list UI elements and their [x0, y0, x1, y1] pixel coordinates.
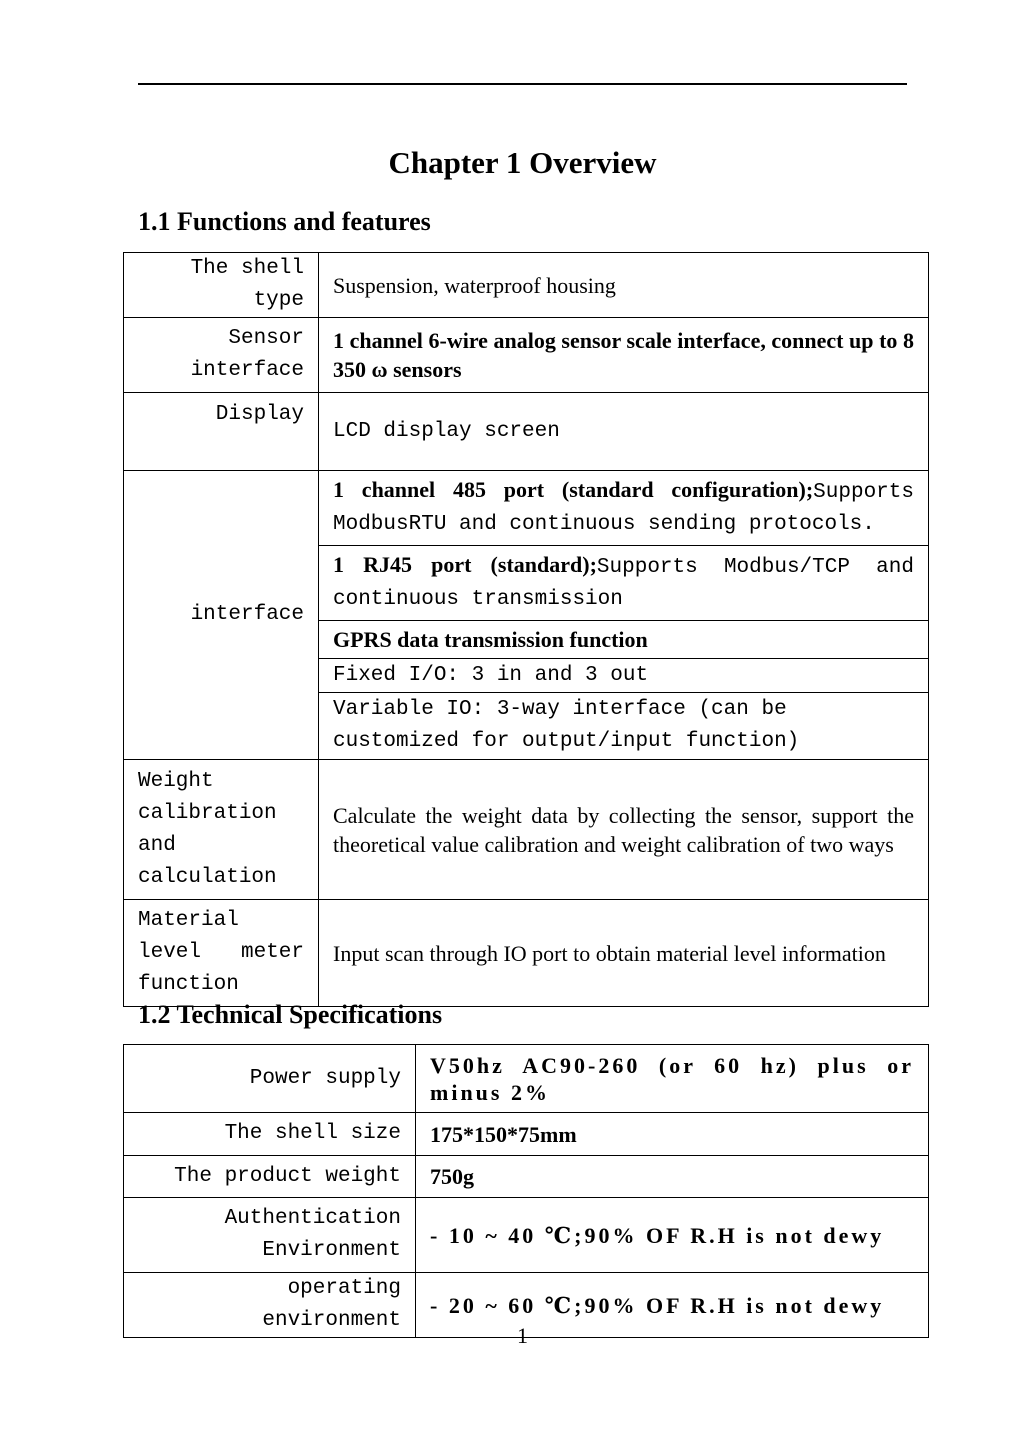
row-label-sensor-interface: Sensor interface [124, 318, 319, 393]
spec-label-power-supply: Power supply [124, 1045, 416, 1113]
row-value-display: LCD display screen [319, 393, 929, 471]
table-row [124, 1113, 929, 1156]
spec-value-product-weight: 750g [416, 1156, 929, 1198]
table-row [124, 318, 929, 393]
table-row [124, 253, 929, 318]
table-row [124, 900, 929, 1007]
row-label-weight-calibration: Weight calibration and calculation [124, 760, 319, 900]
page-number: 1 [517, 1323, 528, 1348]
table-row [124, 1198, 929, 1273]
header-rule [138, 83, 907, 85]
spec-label-shell-size: The shell size [124, 1113, 416, 1156]
spec-value-authentication-environment: - 10 ~ 40 ℃;90% OF R.H is not dewy [416, 1198, 929, 1273]
table-row [124, 760, 929, 900]
row-label-interface: interface [124, 471, 319, 760]
row-label-shell-type: The shell type [124, 253, 319, 318]
interface-item-485-text: Supports ModbusRTU and continuous sending protocols. [333, 481, 914, 536]
interface-item-fixed-io: Fixed I/O: 3 in and 3 out [319, 659, 929, 693]
interface-item-485-bold: 1 channel 485 port (standard configuration); [333, 477, 814, 502]
table-row [124, 471, 929, 546]
row-label-display: Display [124, 393, 319, 471]
row-value-sensor-interface: 1 channel 6-wire analog sensor scale interface, connect up to 8 350 ω sensors [319, 318, 929, 393]
spec-value-power-supply: V50hz AC90-260 (or 60 hz) plus or minus 2% [416, 1045, 929, 1113]
interface-item-gprs: GPRS data transmission function [319, 621, 929, 659]
table-row [124, 1045, 929, 1113]
specifications-table [123, 1044, 929, 1338]
row-value-weight-calibration: Calculate the weight data by collecting the sensor, support the theoretical value calibration and weight calibration of two ways [319, 760, 929, 900]
section-title-specifications: 1.2 Technical Specifications [138, 1000, 443, 1029]
row-value-material-level: Input scan through IO port to obtain material level information [319, 900, 929, 1007]
spec-label-operating-environment: operating environment [124, 1273, 416, 1338]
spec-label-authentication-environment: Authentication Environment [124, 1198, 416, 1273]
spec-value-operating-environment: - 20 ~ 60 ℃;90% OF R.H is not dewy [416, 1273, 929, 1338]
table-row [124, 1156, 929, 1198]
section-title-functions: 1.1 Functions and features [138, 207, 431, 236]
row-value-shell-type: Suspension, waterproof housing [319, 253, 929, 318]
spec-label-product-weight: The product weight [124, 1156, 416, 1198]
interface-item-rj45 [319, 546, 929, 621]
chapter-title: Chapter 1 Overview [388, 145, 657, 180]
table-row [124, 393, 929, 471]
spec-value-shell-size: 175*150*75mm [416, 1113, 929, 1156]
interface-item-485 [319, 471, 929, 546]
row-label-material-level: Material level meter function [124, 900, 319, 1007]
interface-item-variable-io: Variable IO: 3-way interface (can be customized for output/input function) [319, 693, 929, 760]
functions-table [123, 252, 929, 1007]
interface-item-rj45-bold: 1 RJ45 port (standard); [333, 552, 597, 577]
interface-item-rj45-text: Supports Modbus/TCP and continuous transmission [333, 556, 914, 611]
